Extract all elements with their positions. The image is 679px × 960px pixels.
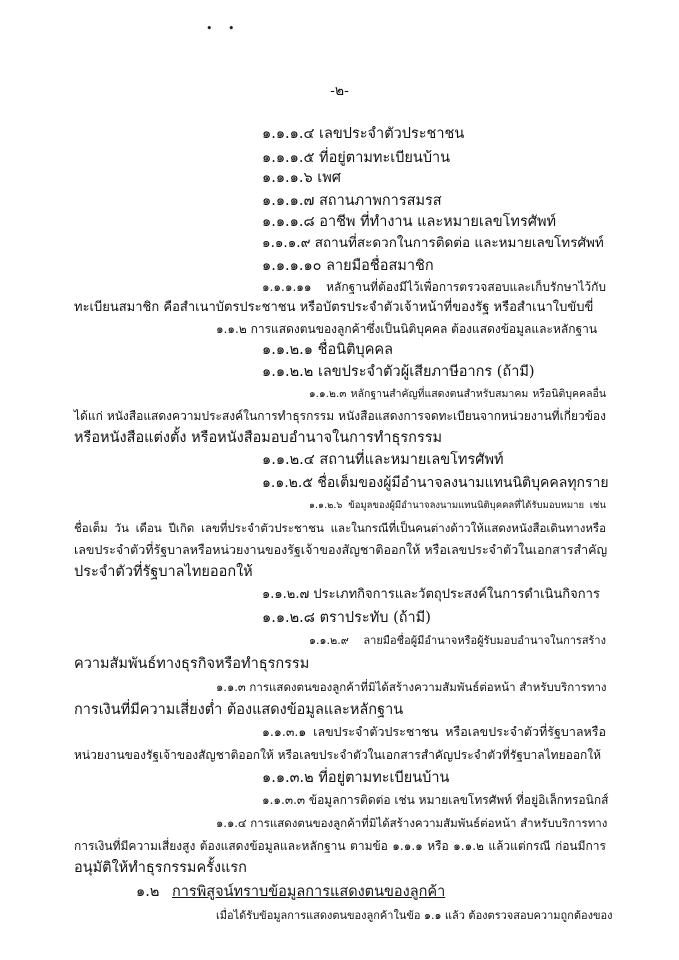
clause-1-1-2-6-cont-3: ประจำตัวที่รัฐบาลไทยออกให้ [74, 564, 253, 580]
clause-1-1-3-cont: การเงินที่มีความเสี่ยงต่ำ ต้องแสดงข้อมูลและหลักฐาน [74, 702, 404, 718]
clause-1-1-2-3-cont-1: ได้แก่ หนังสือแสดงความประสงค์ในการทำธุรกรรม หนังสือแสดงการจดทะเบียนจากหน่วยงานที่เกี่ยวข้อง [74, 409, 606, 423]
clause-1-1-3-1: ๑.๑.๓.๑ เลขประจำตัวประชาชน หรือเลขประจำตัวที่รัฐบาลหรือ [262, 724, 606, 739]
section-1-2-heading: การพิสูจน์ทราบข้อมูลการแสดงตนของลูกค้า [172, 884, 446, 900]
clause-1-1-3: ๑.๑.๓ การแสดงตนของลูกค้าที่มิได้สร้างความสัมพันธ์ต่อหน้า สำหรับบริการทาง [216, 680, 607, 694]
clause-1-1-2-6-cont-2: เลขประจำตัวที่รัฐบาลหรือหน่วยงานของรัฐเจ้าของสัญชาติออกให้ หรือเลขประจำตัวในเอกสารสำคัญ [74, 542, 608, 557]
clause-1-1-3-3: ๑.๑.๓.๓ ข้อมูลการติดต่อ เช่น หมายเลขโทรศัพท์ ที่อยู่อิเล็กทรอนิกส์ [262, 793, 609, 807]
clause-1-1-4-cont-1: การเงินที่มีความเสี่ยงสูง ต้องแสดงข้อมูลและหลักฐาน ตามข้อ ๑.๑.๑ หรือ ๑.๑.๒ แล้วแต่กรณี ก่อนมีการ [74, 839, 606, 853]
section-1-2-body: เมื่อได้รับข้อมูลการแสดงตนของลูกค้าในข้อ ๑.๑ แล้ว ต้องตรวจสอบความถูกต้องของ [216, 909, 613, 922]
page-number: -๒- [330, 83, 349, 99]
clause-1-1-3-1-cont: หน่วยงานของรัฐเจ้าของสัญชาติออกให้ หรือเลขประจำตัวในเอกสารสำคัญประจำตัวที่รัฐบาลไทยออกให้ [74, 748, 602, 762]
clause-1-1-1-7: ๑.๑.๑.๗ สถานภาพการสมรส [262, 193, 442, 209]
clause-1-1-1-11: ๑.๑.๑.๑๑ หลักฐานที่ต้องมีไว้เพื่อการตรวจสอบและเก็บรักษาไว้กับ [262, 280, 606, 294]
clause-1-1-1-6: ๑.๑.๑.๖ เพศ [262, 170, 341, 186]
clause-1-1-2-3-cont-2: หรือหนังสือแต่งตั้ง หรือหนังสือมอบอำนาจในการทำธุรกรรม [74, 430, 443, 446]
clause-1-1-4: ๑.๑.๔ การแสดงตนของลูกค้าที่มิได้สร้างความสัมพันธ์ต่อหน้า สำหรับบริการทาง [216, 816, 608, 830]
clause-1-1-1-4: ๑.๑.๑.๔ เลขประจำตัวประชาชน [262, 126, 465, 142]
clause-1-1-4-cont-2: อนุมัติให้ทำธุรกรรมครั้งแรก [74, 860, 247, 876]
clause-1-1-2-5: ๑.๑.๒.๕ ชื่อเต็มของผู้มีอำนาจลงนามแทนนิติบุคคลทุกราย [262, 475, 609, 491]
page-corner-marks: • • [206, 22, 241, 35]
clause-1-1-2-3: ๑.๑.๒.๓ หลักฐานสำคัญที่แสดงตนสำหรับสมาคม หรือนิติบุคคลอื่น [309, 388, 606, 400]
clause-1-1-1-8: ๑.๑.๑.๘ อาชีพ ที่ทำงาน และหมายเลขโทรศัพท์ [262, 214, 557, 230]
clause-1-1-2-6: ๑.๑.๒.๖ ข้อมูลของผู้มีอำนาจลงนามแทนนิติบุคคลที่ได้รับมอบหมาย เช่น [309, 500, 606, 511]
clause-1-1-2-9: ๑.๑.๒.๙ ลายมือชื่อผู้มีอำนาจหรือผู้รับมอบอำนาจในการสร้าง [309, 634, 606, 647]
section-1-2-number: ๑.๒ [136, 884, 160, 900]
clause-1-1-1-10: ๑.๑.๑.๑๐ ลายมือชื่อสมาชิก [262, 258, 434, 274]
clause-1-1-2-4: ๑.๑.๒.๔ สถานที่และหมายเลขโทรศัพท์ [262, 452, 504, 468]
clause-1-1-1-5: ๑.๑.๑.๕ ที่อยู่ตามทะเบียนบ้าน [262, 150, 451, 166]
clause-1-1-1-9: ๑.๑.๑.๙ สถานที่สะดวกในการติดต่อ และหมายเลขโทรศัพท์ [262, 235, 604, 251]
clause-1-1-2: ๑.๑.๒ การแสดงตนของลูกค้าซึ่งเป็นนิติบุคคล ต้องแสดงข้อมูลและหลักฐาน [216, 322, 598, 336]
clause-1-1-2-8: ๑.๑.๒.๘ ตราประทับ (ถ้ามี) [262, 610, 431, 626]
clause-1-1-2-7: ๑.๑.๒.๗ ประเภทกิจการและวัตถุประสงค์ในการดำเนินกิจการ [262, 587, 600, 602]
clause-1-1-1-11-cont: ทะเบียนสมาชิก คือสำเนาบัตรประชาชน หรือบัตรประจำตัวเจ้าหน้าที่ของรัฐ หรือสำเนาใบขับขี่ [74, 300, 594, 315]
clause-1-1-2-9-cont: ความสัมพันธ์ทางธุรกิจหรือทำธุรกรรม [74, 656, 310, 672]
clause-1-1-2-2: ๑.๑.๒.๒ เลขประจำตัวผู้เสียภาษีอากร (ถ้ามี) [262, 364, 535, 380]
clause-1-1-2-6-cont-1: ชื่อเต็ม วัน เดือน ปีเกิด เลขที่ประจำตัวประชาชน และในกรณีที่เป็นคนต่างด้าวให้แสดงหนังสือเดินทางหรือ [74, 521, 606, 535]
clause-1-1-3-2: ๑.๑.๓.๒ ที่อยู่ตามทะเบียนบ้าน [262, 770, 450, 786]
clause-1-1-2-1: ๑.๑.๒.๑ ชื่อนิติบุคคล [262, 342, 393, 358]
